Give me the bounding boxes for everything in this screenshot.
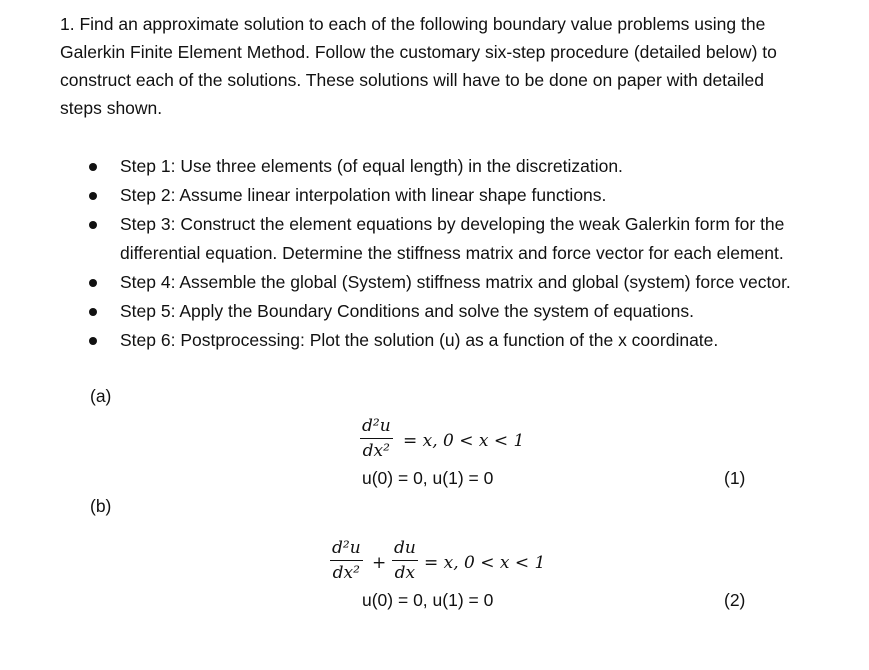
step-text: Step 1: Use three elements (of equal length) in the discretization. bbox=[120, 156, 623, 176]
step-item-continuation bbox=[60, 239, 850, 268]
fraction-bar bbox=[330, 560, 363, 561]
step-item bbox=[60, 181, 850, 210]
step-item bbox=[60, 326, 850, 355]
step-text: Step 6: Postprocessing: Plot the solution (u) as a function of the x coordinate. bbox=[120, 330, 719, 350]
part-b-label: (b) bbox=[90, 496, 112, 516]
step-item bbox=[60, 210, 850, 239]
fraction-denominator: dx² bbox=[362, 441, 390, 461]
part-a-rhs: = x, 0 < x < 1 bbox=[403, 431, 525, 451]
intro-line: Galerkin Finite Element Method. Follow the customary six-step procedure (detailed below) to bbox=[60, 42, 777, 62]
intro-line: 1. Find an approximate solution to each of the following boundary value problems using the bbox=[60, 14, 766, 34]
part-a-derivative bbox=[360, 416, 393, 461]
part-a-label: (a) bbox=[90, 386, 112, 406]
step-text: Step 2: Assume linear interpolation with linear shape functions. bbox=[120, 185, 607, 205]
fraction-bar bbox=[360, 438, 393, 439]
equation-number-1: (1) bbox=[724, 468, 746, 488]
part-b-rhs: = x, 0 < x < 1 bbox=[424, 553, 546, 573]
fraction-denominator: dx bbox=[394, 563, 416, 583]
part-b-boundary-conditions: u(0) = 0, u(1) = 0 bbox=[362, 590, 494, 610]
plus-sign: + bbox=[372, 553, 387, 573]
step-text: Step 4: Assemble the global (System) stiffness matrix and global (system) force vector. bbox=[120, 272, 791, 292]
fraction-numerator: du bbox=[394, 538, 416, 558]
problem-statement bbox=[60, 10, 850, 122]
bullet-icon bbox=[89, 308, 97, 316]
equation-number-2: (2) bbox=[724, 590, 746, 610]
fraction-numerator: d²u bbox=[362, 416, 391, 436]
step-item bbox=[60, 297, 850, 326]
step-text: differential equation. Determine the stiffness matrix and force vector for each element. bbox=[120, 243, 784, 263]
part-b-first-derivative bbox=[392, 538, 418, 583]
step-item bbox=[60, 268, 850, 297]
fraction-denominator: dx² bbox=[332, 563, 360, 583]
fraction-bar bbox=[392, 560, 418, 561]
part-b-second-derivative bbox=[330, 538, 363, 583]
intro-line: steps shown. bbox=[60, 98, 163, 118]
procedure-steps-list bbox=[60, 152, 850, 355]
step-text: Step 5: Apply the Boundary Conditions and solve the system of equations. bbox=[120, 301, 694, 321]
bullet-icon bbox=[89, 279, 97, 287]
step-text: Step 3: Construct the element equations by developing the weak Galerkin form for the bbox=[120, 214, 785, 234]
fraction-numerator: d²u bbox=[332, 538, 361, 558]
bullet-icon bbox=[89, 221, 97, 229]
part-a-boundary-conditions: u(0) = 0, u(1) = 0 bbox=[362, 468, 494, 488]
bullet-icon bbox=[89, 192, 97, 200]
bullet-icon bbox=[89, 163, 97, 171]
step-item bbox=[60, 152, 850, 181]
bullet-icon bbox=[89, 337, 97, 345]
intro-line: construct each of the solutions. These solutions will have to be done on paper with detailed bbox=[60, 70, 765, 90]
